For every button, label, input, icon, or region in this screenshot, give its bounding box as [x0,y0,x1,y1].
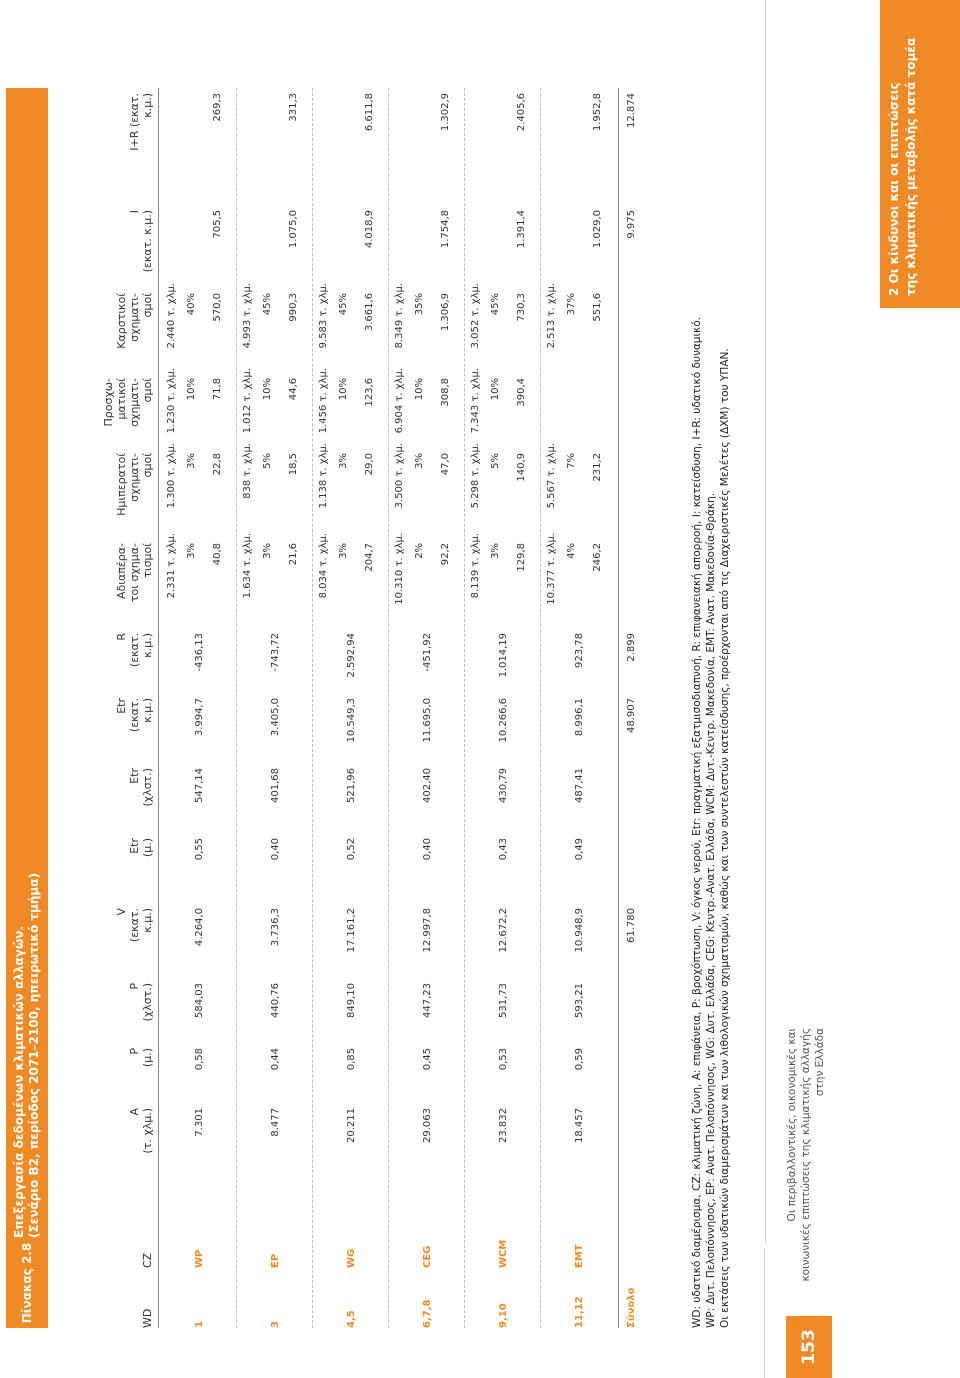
column-header-line: (εκατ. κ.μ.) [141,210,154,273]
area-cell: 8.139 τ. χλμ. [470,533,481,599]
pct-cell: 37% [566,293,577,316]
cell-etr2: 521,96 [346,768,357,803]
cell-p2: 849,10 [346,983,357,1018]
cell-v: 10.948,9 [574,908,585,953]
column-header-line: (εκατ. [128,633,141,668]
cz-cell: WG [346,1248,357,1268]
value-cell: 129,8 [516,543,527,572]
column-header-line: A [128,1108,141,1116]
value-cell: 204,7 [364,543,375,572]
cell-a: 29.063 [422,1108,433,1143]
total-ir: 12.874 [626,93,637,128]
pct-cell: 40% [186,293,197,316]
cell-p2: 593,21 [574,983,585,1018]
column-header-line: I [128,210,141,214]
cell-p2: 584,03 [194,983,205,1018]
cell-ir: 2.405,6 [516,93,527,132]
column-header-etr1 [54,838,158,908]
cz-cell: CEG [422,1245,433,1268]
column-header-line: τισμοί [141,543,154,578]
wd-cell: 1 [194,1321,205,1328]
cell-i: 4.018,9 [364,210,375,249]
column-header-line: P [128,1048,141,1055]
cell-r: -436,13 [194,633,205,672]
value-cell: 29,0 [364,453,375,476]
cz-cell: EP [270,1253,281,1268]
cell-p2: 440,76 [270,983,281,1018]
total-r: 2.899 [626,633,637,662]
cell-a: 23.832 [498,1108,509,1143]
column-header-line: Etr [115,698,128,714]
value-cell: 71,8 [212,378,223,401]
value-cell: 123,6 [364,378,375,407]
cell-etr2: 430,79 [498,768,509,803]
total-label: Σύνολο [626,1287,637,1328]
column-header-line: σχηματι- [128,378,141,427]
pct-cell: 10% [186,378,197,401]
table-title-line-1: Επεξεργασία δεδομένων κλιματικών αλλαγών. [12,926,26,1238]
cell-i: 1.029,0 [592,210,603,249]
divider [764,1248,765,1378]
divider [765,0,766,1243]
row-separator [540,88,542,1328]
pct-cell: 10% [338,378,349,401]
cell-a: 18.457 [574,1108,585,1143]
column-header-line: τοι σχημα- [128,543,141,603]
chapter-tab [880,0,960,308]
cell-etr1: 0,55 [194,838,205,861]
column-header-line: (εκατ. [128,908,141,943]
wd-cell: 11,12 [574,1296,585,1328]
cell-r: -451,92 [422,633,433,672]
area-cell: 3.052 τ. χλμ. [470,283,481,349]
column-header-line: κ.μ.) [141,633,154,658]
table-notes [690,88,732,1328]
wd-cell: 9,10 [498,1303,509,1328]
pct-cell: 5% [490,453,501,469]
value-cell: 40,8 [212,543,223,566]
column-header-a [54,1108,158,1178]
note-line: WP: Δυτ. Πελοπόννησος, EP: Ανατ. Πελοπόννησος, WG: Δυτ. Ελλάδα, CEG: Κεντρ.-Ανατ. Ελλάδα, WCM: Δυτ.-Κεντρ. Μακεδονία, EMT: Ανατ. Μακεδονία-Θράκη. [705,492,717,1328]
page-number: 153 [786,1316,832,1378]
value-cell: 390,4 [516,378,527,407]
pct-cell: 10% [414,378,425,401]
column-header-line: R [115,633,128,641]
value-cell: 730,3 [516,293,527,322]
cell-p1: 0,59 [574,1048,585,1071]
pct-cell: 45% [338,293,349,316]
pct-cell: 2% [414,543,425,559]
cell-p2: 447,23 [422,983,433,1018]
cell-etr3: 10.549,3 [346,698,357,743]
column-header-wd [54,1278,158,1328]
cell-r: 1.014,19 [498,633,509,678]
cell-r: -743,72 [270,633,281,672]
value-cell: 231,2 [592,453,603,482]
cz-cell: WP [194,1249,205,1268]
chapter-tab-line: 2 Οι κίνδυνοι και οι επιπτώσεις [887,82,901,296]
area-cell: 4.993 τ. χλμ. [242,283,253,349]
column-header-etr3 [54,698,158,768]
value-cell: 47,0 [440,453,451,476]
area-cell: 1.634 τ. χλμ. [242,533,253,599]
cell-etr1: 0,43 [498,838,509,861]
value-cell: 44,6 [288,378,299,401]
header-rule [158,88,159,1328]
column-header-ir [54,93,158,203]
pct-cell: 10% [262,378,273,401]
pct-cell: 45% [490,293,501,316]
column-header-line: I+R (εκατ. [128,93,141,151]
pct-cell: 3% [338,543,349,559]
value-cell: 246,2 [592,543,603,572]
row-separator [464,88,466,1328]
cell-p1: 0,45 [422,1048,433,1071]
cell-r: 2.592,94 [346,633,357,678]
cell-v: 17.161,2 [346,908,357,953]
cell-etr2: 487,41 [574,768,585,803]
column-header-line: CZ [141,1252,154,1268]
column-header-line: (μ.) [141,838,154,858]
area-cell: 1.012 τ. χλμ. [242,368,253,434]
cell-etr1: 0,40 [270,838,281,861]
row-separator [388,88,390,1328]
chapter-tab-line: της κλιματικής μεταβολής κατά τομέα [904,37,918,296]
area-cell: 3.500 τ. χλμ. [394,443,405,509]
column-header-line: Καρστικοί [115,293,128,349]
area-cell: 1.300 τ. χλμ. [166,443,177,509]
value-cell: 570,0 [212,293,223,322]
total-v: 61.780 [626,908,637,943]
value-cell: 551,6 [592,293,603,322]
cell-etr2: 401,68 [270,768,281,803]
total-etr3: 48.907 [626,698,637,733]
pct-cell: 7% [566,453,577,469]
cell-p1: 0,85 [346,1048,357,1071]
area-cell: 2.331 τ. χλμ. [166,533,177,599]
table-title [12,873,42,1238]
column-header-line: κ.μ.) [141,93,154,118]
column-header-line: (τ. χλμ.) [141,1108,154,1154]
area-cell: 8.349 τ. χλμ. [394,283,405,349]
cell-ir: 269,3 [212,93,223,122]
running-head-line: κοινωνικές επιπτώσεις της κλιματικής αλλαγής [800,1028,812,1282]
value-cell: 18,5 [288,453,299,476]
cell-i: 1.754,8 [440,210,451,249]
area-cell: 1.456 τ. χλμ. [318,368,329,434]
pct-cell: 35% [414,293,425,316]
cell-a: 7.301 [194,1108,205,1137]
column-header-line: (χλστ.) [141,983,154,1022]
cell-ir: 331,3 [288,93,299,122]
pct-cell: 3% [186,543,197,559]
cell-p2: 531,73 [498,983,509,1018]
cell-etr3: 10.266,6 [498,698,509,743]
cell-etr3: 3.994,7 [194,698,205,737]
area-cell: 6.904 τ. χλμ. [394,368,405,434]
column-header-karst [54,293,158,363]
running-head [785,1028,827,1308]
note-line: WD: υδατικό διαμέρισμα, CZ: κλιματική ζώνη, Α: επιφάνεια, P: βροχόπτωση, V: όγκος νερού, Etr: πραγματική εξατμισοδιαπνοή, R: επιφανειακή απορροή, I: κατείσδυση, I+R: υδατικό δυναμικό. [691,317,703,1328]
column-header-line: Προσχω- [102,378,115,427]
value-cell: 21,6 [288,543,299,566]
value-cell: 990,3 [288,293,299,322]
column-header-line: κ.μ.) [141,908,154,933]
value-cell: 1.306,9 [440,293,451,332]
area-cell: 838 τ. χλμ. [242,443,253,499]
column-header-adiap [54,543,158,613]
cell-p1: 0,44 [270,1048,281,1071]
value-cell: 3.661,6 [364,293,375,332]
cell-r: 923,78 [574,633,585,668]
column-header-line: Ημιπερατοί [115,453,128,516]
data-table [54,88,684,1328]
column-header-line: WD [141,1308,154,1328]
wd-cell: 4,5 [346,1310,357,1328]
column-header-v [54,908,158,978]
column-header-line: σμοί [141,378,154,403]
cell-ir: 1.302,9 [440,93,451,132]
table-title-line-2: (Σενάριο Β2, περίοδος 2071–2100, ηπειρωτικό τμήμα) [27,873,41,1238]
cell-p1: 0,53 [498,1048,509,1071]
area-cell: 10.310 τ. χλμ. [394,533,405,605]
cell-i: 1.075,0 [288,210,299,249]
cz-cell: EMT [574,1244,585,1268]
column-header-etr2 [54,768,158,838]
column-header-line: (μ.) [141,1048,154,1068]
cell-a: 8.477 [270,1108,281,1137]
column-header-line: Etr [128,838,141,854]
note-line: Οι εκτάσεις των υδατικών διαμερισμάτων και των λιθολογικών σχηματισμών, καθώς και των συντελεστών κατείσδυσης, προέρχονται από τις Διαχειριστικές Μελέτες (ΔΧΜ) του ΥΠΑΝ. [719,348,731,1328]
wd-cell: 3 [270,1321,281,1328]
area-cell: 2.440 τ. χλμ. [166,283,177,349]
value-cell: 22,8 [212,453,223,476]
column-header-line: P [128,983,141,990]
running-head-line: στην Ελλάδα [814,1028,826,1097]
pct-cell: 3% [338,453,349,469]
column-header-i [54,210,158,280]
cell-ir: 1.952,8 [592,93,603,132]
value-cell: 308,8 [440,378,451,407]
pct-cell: 3% [262,543,273,559]
column-header-line: (εκατ. [128,698,141,733]
column-header-line: κ.μ.) [141,698,154,723]
area-cell: 7.343 τ. χλμ. [470,368,481,434]
pct-cell: 3% [414,453,425,469]
column-header-line: Αδιαπέρα- [115,543,128,599]
pct-cell: 3% [490,543,501,559]
column-header-line: Etr [128,768,141,784]
column-header-line: σχηματι- [128,453,141,502]
value-cell: 92,2 [440,543,451,566]
row-separator [312,88,314,1328]
column-header-p2 [54,983,158,1053]
area-cell: 1.138 τ. χλμ. [318,443,329,509]
column-header-prosx [54,378,158,448]
column-header-line: V [115,908,128,916]
column-header-line: σμοί [141,293,154,318]
column-header-line: σμοί [141,453,154,478]
cell-i: 705,5 [212,210,223,239]
cz-cell: WCM [498,1239,509,1268]
column-header-imip [54,453,158,523]
total-rule [618,88,619,1328]
cell-etr2: 402,40 [422,768,433,803]
cell-v: 3.736,3 [270,908,281,947]
cell-etr1: 0,40 [422,838,433,861]
area-cell: 1.230 τ. χλμ. [166,368,177,434]
cell-a: 20.211 [346,1108,357,1143]
cell-ir: 6.611,8 [364,93,375,132]
column-header-line: ματικοί [115,378,128,420]
column-header-r [54,633,158,703]
value-cell: 140,9 [516,453,527,482]
area-cell: 9.583 τ. χλμ. [318,283,329,349]
cell-i: 1.391,4 [516,210,527,249]
row-separator [236,88,238,1328]
cell-p1: 0,58 [194,1048,205,1071]
running-head-line: Οι περιβαλλοντικές, οικονομικές και [786,1028,798,1222]
table-label: Πίνακας 2.8 [20,1242,34,1324]
cell-v: 12.672,2 [498,908,509,953]
cell-v: 12.997,8 [422,908,433,953]
area-cell: 5.567 τ. χλμ. [546,443,557,509]
cell-etr1: 0,49 [574,838,585,861]
column-header-line: σχηματι- [128,293,141,342]
table-header-bar [6,88,48,1328]
column-header-line: (χλστ.) [141,768,154,807]
area-cell: 10.377 τ. χλμ. [546,533,557,605]
area-cell: 8.034 τ. χλμ. [318,533,329,599]
cell-etr1: 0,52 [346,838,357,861]
pct-cell: 10% [490,378,501,401]
pct-cell: 4% [566,543,577,559]
column-header-p1 [54,1048,158,1118]
total-i: 9.975 [626,210,637,239]
cell-v: 4.264,0 [194,908,205,947]
pct-cell: 45% [262,293,273,316]
wd-cell: 6,7,8 [422,1299,433,1328]
pct-cell: 3% [186,453,197,469]
cell-etr3: 8.996,1 [574,698,585,737]
area-cell: 5.298 τ. χλμ. [470,443,481,509]
pct-cell: 5% [262,453,273,469]
column-header-cz [54,1218,158,1268]
cell-etr2: 547,14 [194,768,205,803]
cell-etr3: 11.695,0 [422,698,433,743]
cell-etr3: 3.405,0 [270,698,281,737]
area-cell: 2.513 τ. χλμ. [546,283,557,349]
